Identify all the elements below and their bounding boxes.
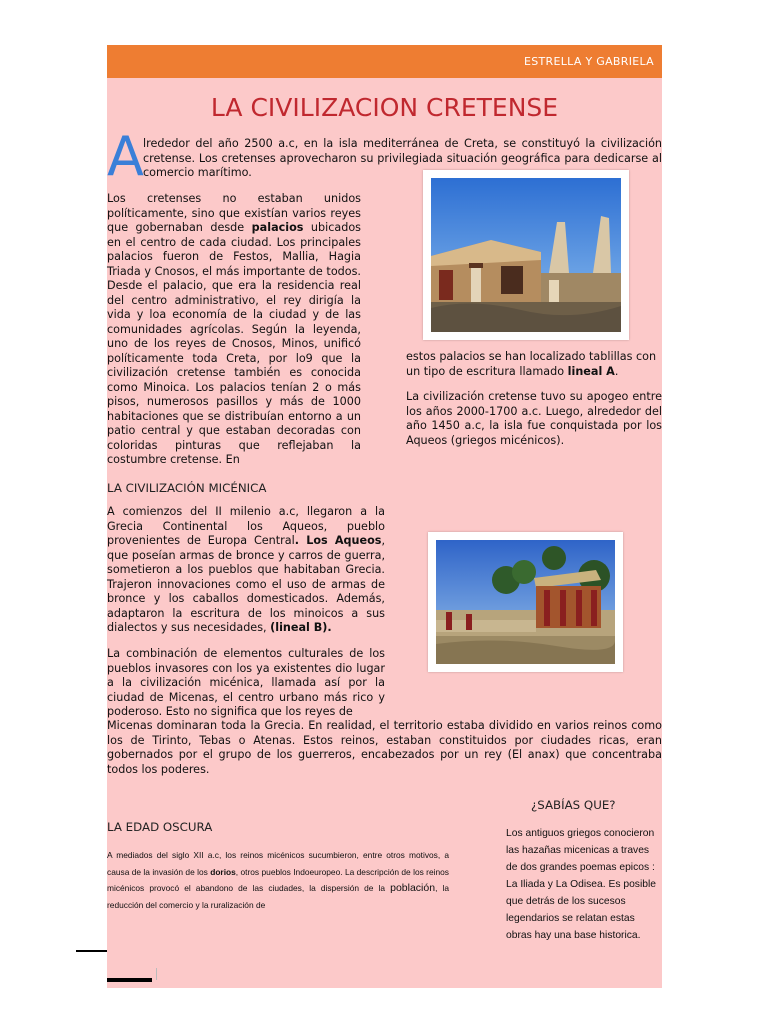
authors-label: ESTRELLA Y GABRIELA xyxy=(523,55,654,68)
bold-run: (lineal B). xyxy=(270,621,332,634)
ruins-image xyxy=(436,540,615,664)
micenica-heading: LA CIVILIZACIÓN MICÉNICA xyxy=(107,481,267,495)
text-run: , la reducción del comercio y la ruralización de xyxy=(107,883,449,910)
cretense-paragraph xyxy=(107,192,361,468)
text-run: A mediados del siglo XII a.c, los reinos micénicos sucumbieron, entre otros motivos, a causa de la invasión de los xyxy=(107,850,449,877)
micenica-paragraph-2-continued: Micenas dominaran toda la Grecia. En realidad, el territorio estaba dividido en varios reinos como los de Tirinto, Tebas o Atenas. Estos reinos, estaban constituidos por ciudades ricas, eran gobernados por el grupo de los guerreros, encabezados por un rey (El anax) que concentraba todos los poderes. xyxy=(107,719,662,776)
text-run: población xyxy=(390,882,436,894)
document-page xyxy=(107,45,662,988)
text-run: , que poseían armas de bronce y carros de guerra, sometieron a los pueblos que habitaban Grecia. Trajeron innovaciones como el uso de armas de bronce y los caballos domesticados. Además, adaptaron la escritura de los minoicos a sus dialectos y sus necesidades, xyxy=(107,534,386,634)
footer-divider xyxy=(156,968,157,980)
edad-oscura-heading: LA EDAD OSCURA xyxy=(107,820,213,834)
knossos-image xyxy=(431,178,621,332)
sabias-paragraph: Los antiguos griegos conocieron las hazañas micenicas a traves de dos grandes poemas epicos : La Iliada y La Odisea. Es posible que detrás de los sucesos legendarios se relatan estas obras hay una base historica. xyxy=(506,828,656,941)
text-run: , otros pueblos Indoeuropeo. La descripción de los reinos micénicos provocó el abandono de las ciudades, la dispersión de la xyxy=(107,866,449,893)
edad-oscura-paragraph xyxy=(107,847,449,913)
bold-run: lineal A xyxy=(567,364,615,378)
header-bar xyxy=(107,45,662,78)
footer-rule xyxy=(76,950,107,952)
text-run: . xyxy=(614,364,619,378)
cretense-apogee-paragraph: La civilización cretense tuvo su apogeo entre los años 2000-1700 a.c. Luego, alrededor del año 1450 a.c, la isla fue conquistada por los Aqueos (griegos micénicos). xyxy=(406,390,662,447)
page-title: LA CIVILIZACION CRETENSE xyxy=(210,93,559,122)
text-run: Los cretenses no estaban unidos políticamente, sino que existían varios reyes que gobernaban desde xyxy=(107,192,361,234)
intro-paragraph: lrededor del año 2500 a.c, en la isla mediterránea de Creta, se constituyó la civilización cretense. Los cretenses aprovecharon su privilegiada situación geográfica para dedicarse al comercio marítimo. xyxy=(143,137,662,179)
palace-photo-ruins xyxy=(428,532,623,672)
footer-rule-thick xyxy=(107,978,152,982)
micenica-paragraph-2: La combinación de elementos culturales de los pueblos invasores con los ya existentes dio lugar a la civilización micénica, llamada así por la ciudad de Micenas, el centro urbano más rico y poderoso. Esto no significa que los reyes de xyxy=(107,647,385,718)
text-run: A comienzos del II milenio a.c, llegaron a la Grecia Continental los Aqueos, pueblo provenientes de Europa Central xyxy=(107,505,385,547)
dropcap-letter: A xyxy=(107,125,144,188)
sabias-heading: ¿SABÍAS QUE? xyxy=(531,798,616,812)
bold-run: . Los Aqueos xyxy=(294,534,382,547)
palace-photo-knossos xyxy=(423,170,629,340)
text-run: ubicados en el centro de cada ciudad. Los principales palacios fueron de Festos, Mallia, Hagia Triada y Cnosos, el más importante de todos. Desde el palacio, que era la residencia real del centro administrativo, el rey dirigía la vida y loa economía de la ciudad y de las comunidades agrícolas. Según la leyenda, uno de los reyes de Cnosos, Minos, unificó políticamente toda Creta, por lo9 que la civilización cretense también es conocida como Minoica. Los palacios tenían 2 o más pisos, numerosos pasillos y más de 1000 habitaciones que se distribuían entorno a un patio central y que estaban decoradas con coloridas pinturas que reflejaban la costumbre cretense. En xyxy=(107,221,362,466)
text-run: estos palacios se han localizado tablillas con un tipo de escritura llamado xyxy=(406,350,657,378)
bold-run: palacios xyxy=(251,221,304,234)
bold-run: dorios xyxy=(210,866,236,877)
micenica-paragraph-1 xyxy=(107,505,385,636)
cretense-paragraph-continued xyxy=(406,350,662,379)
